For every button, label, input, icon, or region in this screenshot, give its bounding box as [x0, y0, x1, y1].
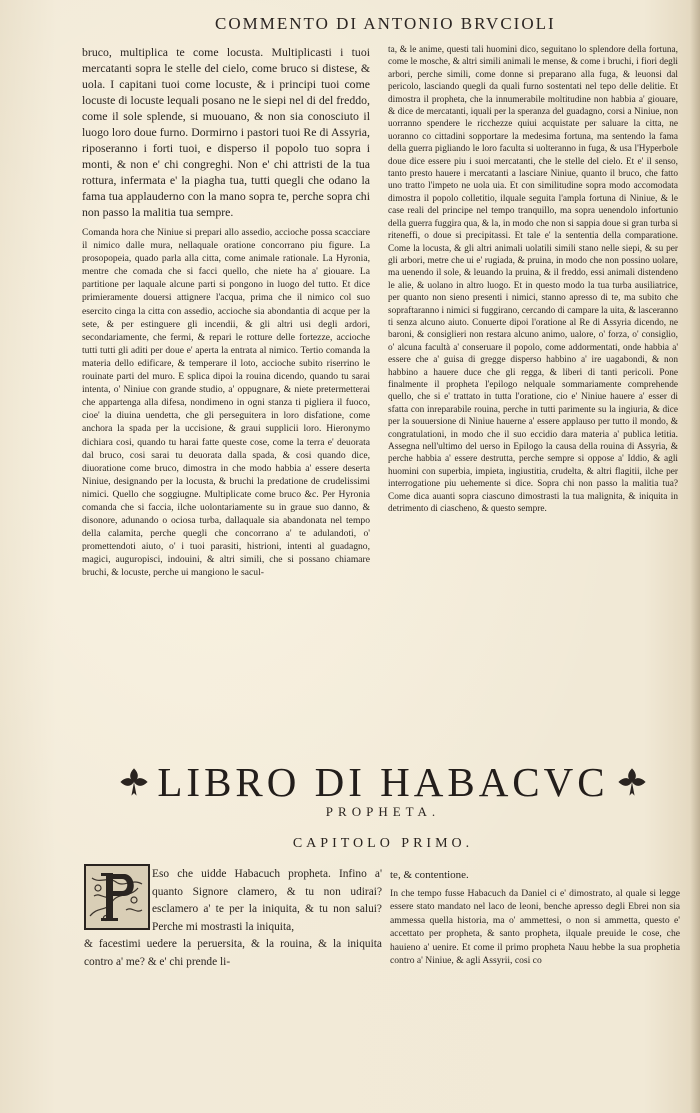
bottom-right-column [390, 868, 680, 1038]
bottom-left-indented-text: Eso che uidde Habacuch propheta. Infino a' quanto Signore clamero, & tu non udirai? esclamero a' te per la iniquita, & tu non salui? Perche mi mostrasti la iniquita, [152, 868, 382, 933]
chapter-heading: CAPITOLO PRIMO. [292, 836, 474, 851]
page-edge-shadow [690, 0, 700, 1113]
bottom-left-column [84, 866, 382, 1036]
running-head: COMMENTO DI ANTONIO BRVCIOLI [215, 14, 556, 33]
book-subtitle: PROPHETA. [325, 804, 441, 819]
bottom-left-full-text: & facestimi uedere la peruersita, & la rouina, & la iniquita contro a' me? & e' chi prende li- [84, 938, 382, 968]
book-title-text: LIBRO DI HABACVC [157, 759, 609, 805]
bottom-right-lead: te, & contentione. [390, 869, 469, 881]
left-paragraph-2: Comanda hora che Niniue si prepari allo assedio, accioche possa scacciare il nimico dalle mura, nellaquale oratione concorrano piu figure. La prosopopeia, quado parla alla citta, come animale rationale. La Hyronia, mentre che comada che si facci quello, che niete ha a' giouare. La partitione per laquale alcune parti si pongono in luogo del tutto. Et dice primieramente douersi attignere l'acqua, prima che il nimico col suo esercito cinga la citta con assedio, accioche sia abondantia di acque per la sete, & per estinguere gli incendii, & gli altri usi degli ardori, secondariamente, che fermi, & repari le rotture delle fortezze, accioche tutti tutti gli aditi per doue e' aperta la entrata al nimico. Tertio comanda la materia dello edificare, & temperare il loto, accioche subito riserrino le rouinate parti del muro. E splica dipoi la rouina dicendo, quando tu sarai intenta, o' Niniue con grande studio, a' oppugnare, & niete pretermetterai che appartenga alla difesa, nondimeno in ogni stanza ti pigliera il fuoco, cioe' la diuina uendetta, che gli perseguitera in loro disfatione, come anchora la spada per la uccisione, & graui supplicii loro. Hieronymo dichiara cosi, quando tu harai fatte queste cose, come la terra e' deuorata dal bruco, cosi sarai tu deuorata dalla spada, & cosi quando dice, diuoratione come bruco, dimostra in che modo habbia a' essere deserta Niniue, designando per la locusta, & bruchi la predatione de crudelissimi nimici. Quello che soggiugne. Multiplicate come bruco &c. Per Hyronia comanda che si faccia, ilche uolontariamente su in graue suo danno, & disonore, adunando o ociosa turba, dallaquale sia abandonata nel tempo della calamita, perche quegli che concorrano a' te adulandoti, o' promettendoti aiuto, o' i tuoi parasiti, histrioni, intenti al guadagno, magici, auguropisci, indouini, & altri simili, che si possano chiamare bruchi, & locuste, perche ui mangiono le sacul- [82, 227, 370, 579]
fleuron-left-icon [117, 765, 151, 799]
fleuron-right-icon [615, 765, 649, 799]
right-paragraph-1: ta, & le anime, questi tali huomini dico, seguitano lo splendore della fortuna, come le mosche, & altri simili animali le mense, & come i bruchi, i fiori degli arbori, perche simili, come donne si preparano alla fuga, & leuonsi dal pericolo, lasciando quegli da quali furno sostentati nel tepo delle delitie. Et dimostra il propheta, che la innumerabile moltitudine non habbia a' giouare, & dice de mercatanti, iquali per la speranza del guadagno, corsi a Niniue, non uorranno spendere le ricchezze quiui acquistate per saluare la citta, ne uoranno co cittadini sopportare la medesima fortuna, ma sentendo la fama della guerra pigliando le loro faculta si uolteranno in fuga, & usa l'Hyperbole doue dice essere piu i suoi mercatanti, che le stelle del cielo. Et e' il senso, tanto presto hauere i mercatanti a lasciare Niniue, quanto il bruco, che fatto uno tratto l'impeto ne uola uia. Et con similitudine sopra modo accomodata dimostra il popolo colletitio, ilquale seguita l'ampla fortuna di Niniue, & le case reali del principe nel tempo tranquillo, ma sopra uenendolo infortunio della guerra fuggira qua, & la, in modo che non si sappia doue si gran turba si riteneffi, o doue si precipitassi. Et tale e' la sententia della comparatione. Come la locusta, & gli altri animali uolatili simili stano nelle siepi, & su per gli arbori, metre che ui e' rugiada, & pruina, in modo che non possino uolare, ma uenendo il sole, & leuando la pruina, & il freddo, essi animali distendeno le alie, & uolano in altro luogo. Et in questo modo la tua turba ausiliatrice, per quanto non sieno presenti i nimici, stanno apresso di te, ma subito che sopraftaranno i nimici si fuggirano, cercando di campare la uita, & lasceranno ti senza alcuno aiuto. Conuerte dipoi l'oratione al Re di Assyria dicendo, ne baroni, & consiglieri non restara alcuno animo, ualore, o' forza, o' consiglio, o' alcuna facultà a' conseruare il popolo, come addormentati, onde habbia a' essere che a' guisa di gregge disperso habbino a' ire uagabondi, & non habbino a hauere duce che gli regga, & liberi di tanti pericoli. Pone finalmente il propheta l'epilogo nelquale sommariamente comprehende quello, che si e' trattato in tutta l'oratione, cio e' Niniue hauere a' esser di sfatta con inreparabile rouina, perche in tutti parimente su la ingiuria, & dice per la souuersione di Niniue hauerne a' essere applauso per tutto il mondo, & congratulationi, in modo che il suo eccidio dara materia a' publica letitia. Assegna nell'ultimo del uerso in Epilogo la causa della rouina di Assyria, & perche habbia a' essere destrutta, perche sempre si oppose a' Iddio, & agli huomini con superbia, impieta, ingiustitia, crudelta, & altri flagitii, ilche per interrogatione piu uehemente si dice. Sopra chi non passo la malitia tua? Come dica auanti sopra ciascuno dimostrasti la tua malignita, & iniquita in detrimento di ciascheno, & questo sempre. [388, 45, 678, 515]
right-column [388, 44, 678, 744]
left-column [82, 44, 370, 744]
bottom-right-text: In che tempo fusse Habacuch da Daniel ci e' dimostrato, al quale si legge essere stato mandato nel laco de leoni, benche apresso degli Ebrei non sia ammessa quella historia, ma o' ammettesi, o non si ammetta, questo e' accettato per propheta, & santo propheta, ilquale preuide le cose, che hauieno a' uenire. Et come il primo propheta Nauu hebbe la sua prophetia contro a' Niniue, & agli Assyrii, cosi co [390, 888, 680, 967]
left-paragraph-1: bruco, multiplica te come locusta. Multiplicasti i tuoi mercatanti sopra le stelle del cielo, come bruco si distese, & uola. I capitani tuoi come locuste, & i principi tuoi come locuste di locuste lequali posano ne le siepi nel di del freddo, come il sole splende, si muouano, & non sia conosciuto il luogo loro doue furno. Dormirno i pastori tuoi Re di Assyria, riposeranno i forti tuoi, e disperso il popolo tuo sopra i monti, & non e' chi congreghi. Non e' chi attristi de la tua rottura, infermata e' la piagha tua, tutti quegli che odano la fama tua applauderno con la mano sopra te, perche sopra chi non passo la malitia tua sempre. [82, 45, 370, 219]
book-title [88, 758, 678, 806]
